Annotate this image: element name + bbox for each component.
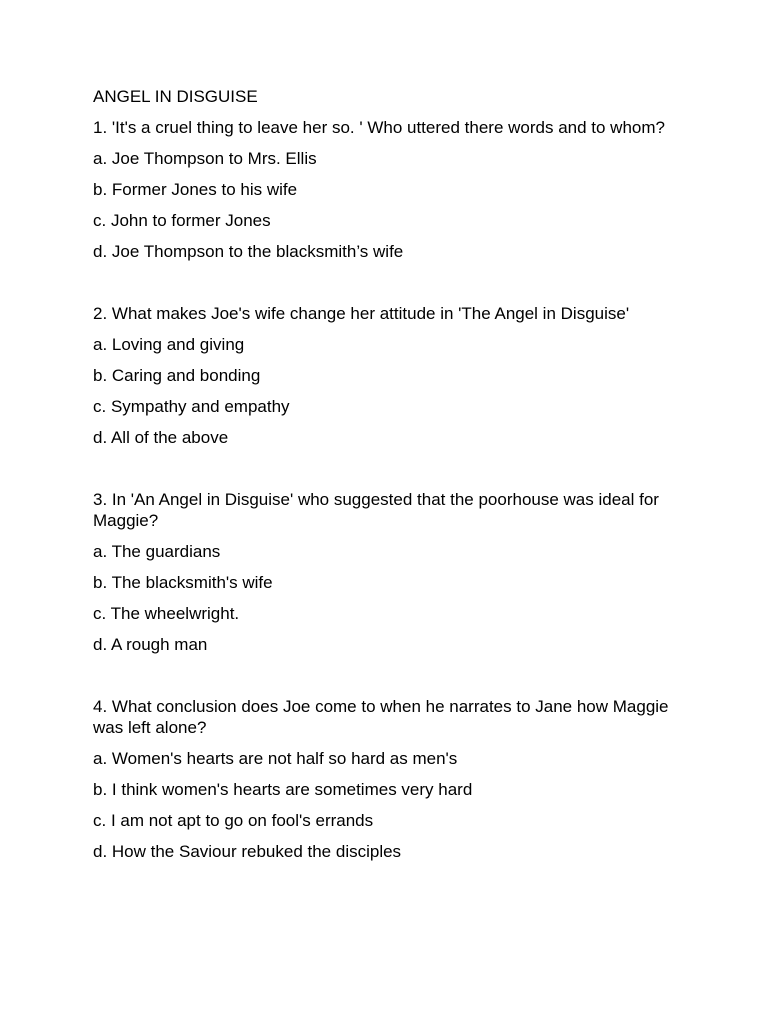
answer-option: a. The guardians — [93, 542, 221, 561]
answer-option: d. A rough man — [93, 635, 208, 654]
spacer — [93, 272, 693, 303]
answer-option: d. All of the above — [93, 428, 229, 447]
answer-option: a. Women's hearts are not half so hard as men's — [93, 749, 458, 768]
answer-option: b. The blacksmith's wife — [93, 573, 273, 592]
answer-option: c. John to former Jones — [93, 211, 271, 230]
question-4 — [93, 696, 693, 862]
question-text: 3. In 'An Angel in Disguise' who suggested that the poorhouse was ideal for Maggie? — [93, 490, 659, 530]
question-1 — [93, 117, 693, 262]
question-2 — [93, 303, 693, 448]
answer-option: c. Sympathy and empathy — [93, 397, 290, 416]
answer-option: a. Loving and giving — [93, 335, 245, 354]
answer-option: d. How the Saviour rebuked the disciples — [93, 842, 402, 861]
spacer — [93, 458, 693, 489]
answer-option: a. Joe Thompson to Mrs. Ellis — [93, 149, 317, 168]
spacer — [93, 665, 693, 696]
answer-option: b. Former Jones to his wife — [93, 180, 298, 199]
answer-option: b. I think women's hearts are sometimes very hard — [93, 780, 473, 799]
question-text: 2. What makes Joe's wife change her attitude in 'The Angel in Disguise' — [93, 304, 630, 323]
answer-option: b. Caring and bonding — [93, 366, 261, 385]
answer-option: c. The wheelwright. — [93, 604, 240, 623]
document-title: ANGEL IN DISGUISE — [93, 87, 258, 106]
document-page — [93, 86, 693, 872]
question-3 — [93, 489, 693, 655]
question-text: 4. What conclusion does Joe come to when he narrates to Jane how Maggie was left alone? — [93, 697, 669, 737]
question-text: 1. 'It's a cruel thing to leave her so. ' Who uttered there words and to whom? — [93, 118, 665, 137]
answer-option: d. Joe Thompson to the blacksmith’s wife — [93, 242, 404, 261]
answer-option: c. I am not apt to go on fool's errands — [93, 811, 374, 830]
